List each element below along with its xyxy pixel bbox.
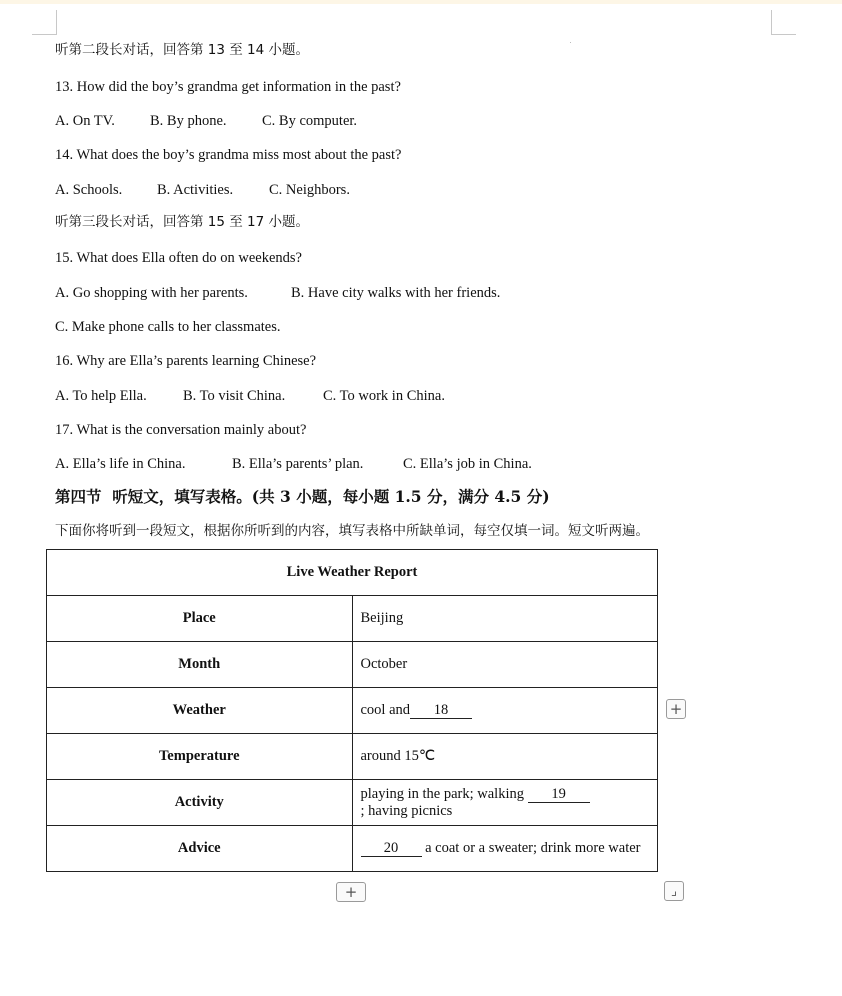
row-value-temperature[interactable]: around 15℃ <box>352 734 658 780</box>
add-row-plus-icon[interactable]: + <box>336 882 366 902</box>
weather-text-before: cool and <box>360 702 411 718</box>
question-17-stem: 17. What is the conversation mainly about? <box>55 422 307 438</box>
table-row <box>47 826 658 872</box>
table-row <box>47 596 658 642</box>
question-13-option-c: C. By computer. <box>262 113 358 129</box>
question-16-option-c: C. To work in China. <box>323 388 445 404</box>
add-column-plus-icon[interactable]: + <box>666 699 686 719</box>
row-label-temperature[interactable]: Temperature <box>47 734 353 780</box>
question-16-option-a: A. To help Ella. <box>55 388 147 404</box>
blank-19[interactable]: 19 <box>528 786 590 803</box>
row-label-weather[interactable]: Weather <box>47 688 353 734</box>
question-14-option-c: C. Neighbors. <box>269 182 350 198</box>
row-label-activity[interactable]: Activity <box>47 780 353 826</box>
activity-text-after: ; having picnics <box>360 802 453 819</box>
table-resize-icon[interactable]: ⌟ <box>664 881 684 901</box>
table-row <box>47 642 658 688</box>
row-value-month[interactable]: October <box>352 642 658 688</box>
row-value-advice[interactable] <box>352 826 658 872</box>
section4-instruction: 下面你将听到一段短文，根据你所听到的内容，填写表格中所缺单词，每空仅填一词。短文听两遍。 <box>55 523 649 539</box>
weather-report-table <box>46 549 658 872</box>
question-13-option-b: B. By phone. <box>150 113 227 129</box>
page-corner-mark-right <box>771 10 796 35</box>
question-13-option-a: A. On TV. <box>55 113 115 129</box>
row-value-weather[interactable] <box>352 688 658 734</box>
row-label-month[interactable]: Month <box>47 642 353 688</box>
speck <box>570 42 571 43</box>
question-14-option-b: B. Activities. <box>157 182 234 198</box>
table-row <box>47 780 658 826</box>
question-17-option-c: C. Ella’s job in China. <box>403 456 532 472</box>
table-title-row <box>47 550 658 596</box>
activity-text-before: playing in the park; walking <box>360 785 528 802</box>
question-14-option-a: A. Schools. <box>55 182 123 198</box>
question-15-stem: 15. What does Ella often do on weekends? <box>55 250 302 266</box>
part2-heading: 听第二段长对话，回答第 13 至 14 小题。 <box>55 42 310 58</box>
question-14-stem: 14. What does the boy’s grandma miss most about the past? <box>55 147 402 163</box>
question-17-option-b: B. Ella’s parents’ plan. <box>232 456 364 472</box>
question-16-option-b: B. To visit China. <box>183 388 286 404</box>
question-15-option-b: B. Have city walks with her friends. <box>291 285 501 301</box>
top-edge <box>0 0 842 4</box>
part3-heading: 听第三段长对话，回答第 15 至 17 小题。 <box>55 214 310 230</box>
table-row <box>47 734 658 780</box>
question-17-option-a: A. Ella’s life in China. <box>55 456 186 472</box>
section4-heading: 第四节 听短文，填写表格。(共 3 小题，每小题 1.5 分，满分 4.5 分) <box>55 487 550 506</box>
row-value-place[interactable]: Beijing <box>352 596 658 642</box>
table-title[interactable]: Live Weather Report <box>47 550 658 596</box>
question-16-stem: 16. Why are Ella’s parents learning Chinese? <box>55 353 317 369</box>
blank-20[interactable]: 20 <box>361 840 422 857</box>
row-label-place[interactable]: Place <box>47 596 353 642</box>
row-label-advice[interactable]: Advice <box>47 826 353 872</box>
table-row <box>47 688 658 734</box>
page-corner-mark-left <box>32 10 57 35</box>
question-15-option-c: C. Make phone calls to her classmates. <box>55 319 281 335</box>
advice-text-after: a coat or a sweater; drink more water <box>421 840 641 856</box>
question-13-stem: 13. How did the boy’s grandma get information in the past? <box>55 79 401 95</box>
blank-18[interactable]: 18 <box>410 702 472 719</box>
question-15-option-a: A. Go shopping with her parents. <box>55 285 248 301</box>
row-value-activity[interactable] <box>352 780 658 826</box>
